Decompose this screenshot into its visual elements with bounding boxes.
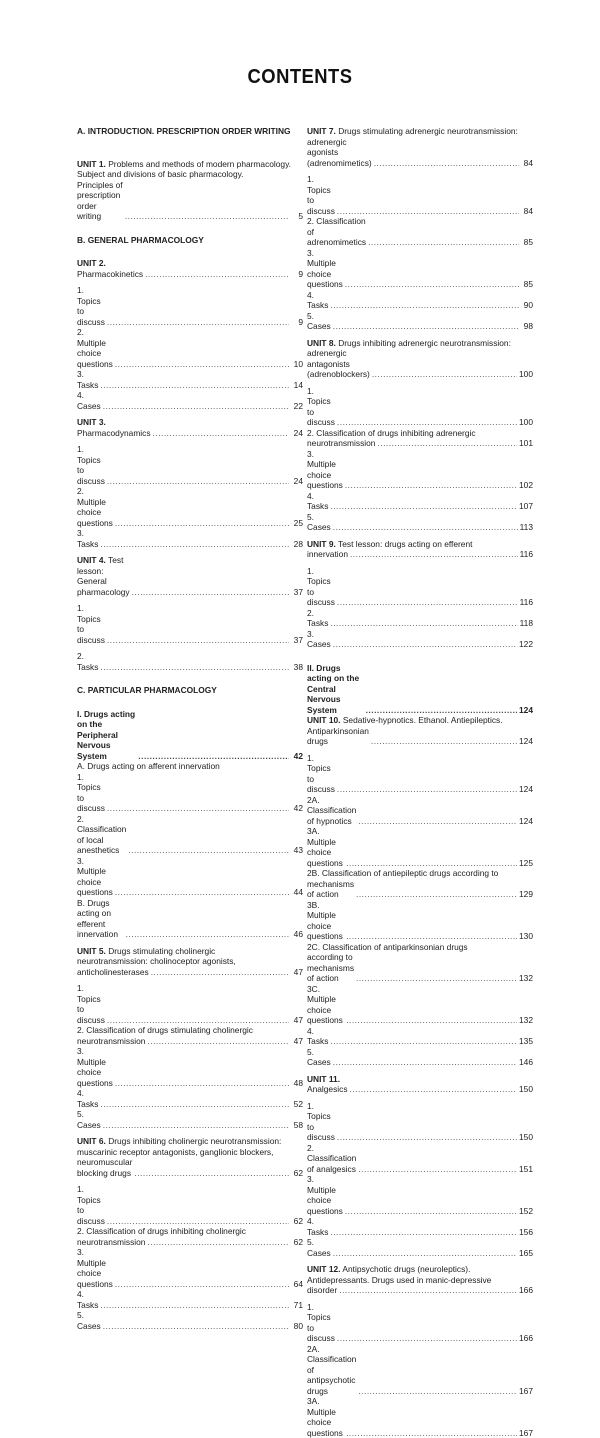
- entry-text: 3. Multiple choice questions: [77, 1046, 113, 1088]
- entry-text: 1. Topics to discuss: [307, 1302, 335, 1344]
- page-number: 116: [520, 549, 533, 560]
- page-number: 25: [291, 518, 303, 529]
- section-heading-b: B. GENERAL PHARMACOLOGY: [77, 235, 303, 246]
- toc-entry[interactable]: [77, 327, 303, 369]
- toc-entry[interactable]: [307, 1174, 533, 1216]
- toc-unit-11[interactable]: [307, 1074, 533, 1095]
- toc-entry[interactable]: [307, 826, 533, 868]
- entry-text: I. Drugs acting on the Peripheral Nervous System: [77, 709, 136, 762]
- page-number: 47: [291, 1015, 303, 1026]
- toc-entry[interactable]: [307, 174, 533, 216]
- toc-entry[interactable]: [307, 984, 533, 1026]
- entry-text: 1. Topics to discuss: [77, 603, 105, 645]
- entry-text: 2A. Classification of hypnotics: [307, 795, 356, 827]
- page-number: 129: [519, 889, 533, 900]
- page-number: 124: [519, 784, 533, 795]
- entry-text: 2. Classification of drugs inhibiting adrenergic: [307, 428, 533, 439]
- page-number: 130: [519, 931, 533, 942]
- toc-part-i[interactable]: [77, 709, 303, 762]
- page-number: 28: [291, 539, 303, 550]
- toc-entry[interactable]: [307, 449, 533, 491]
- unit-title-line: Drugs inhibiting cholinergic neurotransmission:: [108, 1136, 281, 1146]
- toc-unit-2[interactable]: [77, 258, 303, 279]
- entry-text: 4. Tasks: [307, 290, 328, 311]
- page-number: 90: [521, 300, 533, 311]
- toc-entry[interactable]: [307, 1344, 533, 1397]
- toc-entry[interactable]: [307, 753, 533, 795]
- entry-text: Pharmacokinetics: [77, 269, 143, 279]
- entry-text: Principles of prescription order writing: [77, 180, 123, 222]
- page-number: 52: [291, 1099, 303, 1110]
- toc-entry[interactable]: [307, 1026, 533, 1047]
- toc-entry[interactable]: [77, 1088, 303, 1109]
- unit-title-line: Drugs inhibiting adrenergic neurotransmission:: [338, 338, 511, 348]
- toc-entry[interactable]: [307, 1143, 533, 1175]
- toc-entry[interactable]: [307, 549, 533, 560]
- unit-title-line: Antidepressants. Drugs used in manic-depressive: [307, 1275, 533, 1286]
- toc-entry[interactable]: [307, 290, 533, 311]
- toc-entry[interactable]: [77, 1157, 303, 1178]
- toc-entry[interactable]: [77, 1109, 303, 1130]
- toc-entry[interactable]: [307, 795, 533, 827]
- toc-entry[interactable]: [307, 248, 533, 290]
- toc-entry[interactable]: [307, 438, 533, 449]
- entry-text: 3A. Multiple choice questions: [307, 826, 344, 868]
- page-number: 42: [291, 803, 303, 814]
- toc-entry[interactable]: [307, 348, 533, 380]
- unit-title-line: muscarinic receptor antagonists, ganglionic blockers,: [77, 1147, 303, 1158]
- entry-text: 1. Topics to discuss: [307, 753, 335, 795]
- entry-text: anticholinesterases: [77, 967, 149, 978]
- page-number: 98: [521, 321, 533, 332]
- entry-text: disorder: [307, 1285, 337, 1296]
- entry-text: 3. Tasks: [77, 369, 98, 390]
- section-heading-c: C. PARTICULAR PHARMACOLOGY: [77, 685, 303, 696]
- toc-entry[interactable]: [307, 900, 533, 942]
- unit-title-line: Drugs stimulating adrenergic neurotransmission:: [338, 126, 518, 136]
- toc-entry[interactable]: [307, 491, 533, 512]
- page-number: 24: [291, 476, 303, 487]
- page-number: 152: [519, 1206, 533, 1217]
- entry-text: 1. Topics to discuss: [77, 983, 105, 1025]
- entry-text: 3B. Multiple choice questions: [307, 900, 344, 942]
- page-number: 100: [519, 417, 533, 428]
- page-number: 100: [519, 369, 533, 380]
- toc-entry[interactable]: [307, 1396, 533, 1438]
- toc-entry[interactable]: [307, 1285, 533, 1296]
- page-number: 85: [521, 279, 533, 290]
- subsection-heading: A. Drugs acting on afferent innervation: [77, 761, 303, 772]
- page-number: 150: [519, 1132, 533, 1143]
- unit-label: UNIT 4.: [77, 555, 106, 565]
- entry-text: neurotransmission: [307, 438, 375, 449]
- entry-text: 5. Cases: [307, 512, 331, 533]
- toc-entry[interactable]: [77, 486, 303, 528]
- toc-entry[interactable]: [307, 1216, 533, 1237]
- page-number: 102: [519, 480, 533, 491]
- toc-entry[interactable]: [77, 180, 303, 222]
- toc-entry[interactable]: [307, 311, 533, 332]
- unit-title-line: Problems and methods of modern pharmacology.: [108, 159, 291, 169]
- page-number: 80: [291, 1321, 303, 1332]
- page-number: 116: [520, 597, 533, 608]
- toc-entry[interactable]: [77, 1237, 303, 1248]
- entry-text: 4. Tasks: [307, 1026, 328, 1047]
- page-number: 38: [291, 662, 303, 673]
- unit-label: UNIT 11.: [307, 1074, 340, 1084]
- toc-unit-4[interactable]: [77, 555, 303, 597]
- page-number: 24: [291, 428, 303, 439]
- page-number: 150: [519, 1084, 533, 1095]
- entry-text: 4. Cases: [77, 390, 101, 411]
- toc-unit-9[interactable]: [307, 539, 533, 550]
- entry-text: 5. Cases: [77, 1109, 101, 1130]
- page-number: 113: [520, 522, 533, 533]
- unit-title-line: Drugs stimulating cholinergic: [108, 946, 215, 956]
- page-number: 165: [519, 1248, 533, 1259]
- toc-right-column: [307, 126, 533, 1438]
- page-number: 10: [291, 359, 303, 370]
- page-number: 122: [519, 639, 533, 650]
- entry-text: mechanisms of action: [307, 879, 354, 900]
- toc-entry[interactable]: [77, 814, 303, 856]
- toc-entry[interactable]: [307, 1237, 533, 1258]
- unit-label: UNIT 3.: [77, 417, 106, 427]
- toc-entry[interactable]: [307, 952, 533, 984]
- page-number: 48: [291, 1078, 303, 1089]
- page-number: 124: [519, 705, 533, 716]
- entry-text: 3. Multiple choice questions: [307, 449, 343, 491]
- toc-entry[interactable]: [77, 898, 303, 940]
- page-number: 135: [519, 1036, 533, 1047]
- toc-unit-3[interactable]: [77, 417, 303, 438]
- entry-text: 2B. Classification of antiepileptic drugs according to: [307, 868, 533, 879]
- entry-text: Analgesics: [307, 1084, 348, 1094]
- toc-unit-12[interactable]: [307, 1264, 533, 1275]
- entry-text: 3. Multiple choice questions: [307, 1174, 343, 1216]
- page-number: 47: [291, 967, 303, 978]
- page-number: 124: [519, 816, 533, 827]
- page-number: 47: [291, 1036, 303, 1047]
- toc-entry[interactable]: [307, 1101, 533, 1143]
- entry-text: 1. Topics to discuss: [307, 386, 335, 428]
- entry-text: 4. Tasks: [307, 491, 328, 512]
- page-number: 167: [519, 1386, 533, 1397]
- page-number: 101: [519, 438, 533, 449]
- entry-text: 3. Multiple choice questions: [307, 248, 343, 290]
- toc-entry[interactable]: [307, 726, 533, 747]
- toc-entry[interactable]: [307, 1047, 533, 1068]
- page-number: 132: [519, 1015, 533, 1026]
- toc-unit-8[interactable]: [307, 338, 533, 349]
- toc-unit-6[interactable]: [77, 1136, 303, 1147]
- entry-text: 2. Classification of adrenomimetics: [307, 216, 366, 248]
- page-number: 166: [519, 1285, 533, 1296]
- section-heading-a: A. INTRODUCTION. PRESCRIPTION ORDER WRITING: [77, 126, 303, 137]
- entry-text: 2. Multiple choice questions: [77, 486, 113, 528]
- page-number: 166: [519, 1333, 533, 1344]
- page-number: 46: [291, 929, 303, 940]
- toc-entry[interactable]: [77, 390, 303, 411]
- unit-title-line: Antipsychotic drugs (neuroleptics).: [342, 1264, 470, 1274]
- page-number: 37: [291, 635, 303, 646]
- page-number: 125: [519, 858, 533, 869]
- unit-label: UNIT 9.: [307, 539, 336, 549]
- unit-label: UNIT 1.: [77, 159, 106, 169]
- page-number: 84: [521, 158, 533, 169]
- unit-label: UNIT 12.: [307, 1264, 341, 1274]
- unit-label: UNIT 10.: [307, 715, 341, 725]
- toc-entry[interactable]: [307, 137, 533, 169]
- page-number: 62: [291, 1216, 303, 1227]
- unit-label: UNIT 8.: [307, 338, 336, 348]
- entry-text: 3. Cases: [307, 629, 331, 650]
- entry-text: 3. Multiple choice questions: [77, 856, 113, 898]
- entry-text: 4. Tasks: [77, 1088, 98, 1109]
- entry-text: 3. Tasks: [77, 528, 98, 549]
- unit-title-line: Test lesson: drugs acting on efferent: [338, 539, 472, 549]
- toc-entry[interactable]: [77, 369, 303, 390]
- page-number: 44: [291, 887, 303, 898]
- page-number: 22: [291, 401, 303, 412]
- entry-text: 2. Tasks: [77, 651, 98, 672]
- entry-text: 2C. Classification of antiparkinsonian drugs: [307, 942, 533, 953]
- entry-text: neuromuscular blocking drugs: [77, 1157, 132, 1178]
- toc-entry[interactable]: [307, 566, 533, 608]
- entry-text: Pharmacodynamics: [77, 428, 151, 438]
- page-number: 146: [519, 1057, 533, 1068]
- toc-entry[interactable]: [307, 512, 533, 533]
- page-number: 43: [291, 845, 303, 856]
- toc-entry[interactable]: [307, 216, 533, 248]
- toc-entry[interactable]: [77, 1036, 303, 1047]
- entry-text: 2. Classification of analgesics: [307, 1143, 356, 1175]
- entry-text: 2. Multiple choice questions: [77, 327, 113, 369]
- entry-text: 4. Tasks: [307, 1216, 328, 1237]
- toc-entry[interactable]: [307, 386, 533, 428]
- entry-text: Antiparkinsonian drugs: [307, 726, 369, 747]
- toc-entry[interactable]: [77, 856, 303, 898]
- toc-entry[interactable]: [77, 444, 303, 486]
- page-number: 9: [291, 317, 303, 328]
- entry-text: 5. Cases: [77, 1310, 101, 1331]
- toc-unit-5[interactable]: [77, 946, 303, 957]
- page-number: 167: [519, 1428, 533, 1438]
- page-number: 5: [291, 211, 303, 222]
- toc-unit-7[interactable]: [307, 126, 533, 137]
- toc-entry[interactable]: [307, 608, 533, 629]
- entry-text: neurotransmission: [77, 1237, 145, 1248]
- page-number: 58: [291, 1120, 303, 1131]
- entry-text: 2. Classification of local anesthetics: [77, 814, 126, 856]
- page-number: 151: [519, 1164, 533, 1175]
- page-number: 124: [519, 736, 533, 747]
- entry-text: B. Drugs acting on efferent innervation: [77, 898, 124, 940]
- entry-text: Test lesson: General pharmacology: [77, 555, 130, 597]
- toc-entry[interactable]: [307, 879, 533, 900]
- entry-text: 1. Topics to discuss: [307, 174, 335, 216]
- unit-label: UNIT 7.: [307, 126, 336, 136]
- page-number: 62: [291, 1168, 303, 1179]
- unit-title-line: neurotransmission: cholinoceptor agonists,: [77, 956, 303, 967]
- page-number: 14: [291, 380, 303, 391]
- entry-text: according to mechanisms of action: [307, 952, 354, 984]
- page-number: 156: [519, 1227, 533, 1238]
- toc-entry[interactable]: [77, 967, 303, 978]
- toc-entry[interactable]: [77, 1247, 303, 1289]
- page-number: 62: [291, 1237, 303, 1248]
- entry-text: 3C. Multiple choice questions: [307, 984, 344, 1026]
- toc-entry[interactable]: [77, 528, 303, 549]
- entry-text: 1. Topics to discuss: [77, 772, 105, 814]
- unit-title-line: Sedative-hypnotics. Ethanol. Antiepileptics.: [343, 715, 503, 725]
- page-title: CONTENTS: [24, 66, 576, 89]
- entry-text: 3. Multiple choice questions: [77, 1247, 113, 1289]
- entry-text: 2. Tasks: [307, 608, 328, 629]
- page-number: 84: [521, 206, 533, 217]
- toc-entry[interactable]: [77, 603, 303, 645]
- entry-text: 1. Topics to discuss: [307, 1101, 335, 1143]
- toc-entry[interactable]: [307, 629, 533, 650]
- toc-entry[interactable]: [77, 285, 303, 327]
- page-number: 9: [291, 269, 303, 280]
- entry-text: adrenergic antagonists (adrenoblockers): [307, 348, 370, 380]
- entry-text: 2A. Classification of antipsychotic drugs: [307, 1344, 356, 1397]
- toc-unit-10[interactable]: [307, 715, 533, 726]
- page-number: 107: [519, 501, 533, 512]
- toc-entry[interactable]: [77, 651, 303, 672]
- page-number: 64: [291, 1279, 303, 1290]
- toc-entry[interactable]: [307, 1302, 533, 1344]
- page-number: 132: [519, 973, 533, 984]
- entry-text: II. Drugs acting on the Central Nervous System: [307, 663, 364, 716]
- toc-entry[interactable]: [77, 1184, 303, 1226]
- toc-entry[interactable]: [77, 1289, 303, 1310]
- toc-left-column: [77, 126, 303, 1331]
- entry-text: 4. Tasks: [77, 1289, 98, 1310]
- unit-label: UNIT 2.: [77, 258, 106, 268]
- page-number: 71: [291, 1300, 303, 1311]
- page-number: 37: [291, 587, 303, 598]
- entry-text: 1. Topics to discuss: [77, 1184, 105, 1226]
- toc-entry[interactable]: [77, 983, 303, 1025]
- page-number: 42: [291, 751, 303, 762]
- toc-entry[interactable]: [77, 1046, 303, 1088]
- toc-entry[interactable]: [77, 772, 303, 814]
- entry-text: 2. Classification of drugs inhibiting cholinergic: [77, 1226, 303, 1237]
- entry-text: 5. Cases: [307, 1047, 331, 1068]
- entry-text: 3A. Multiple choice questions: [307, 1396, 344, 1438]
- entry-text: innervation: [307, 549, 348, 560]
- unit-label: UNIT 5.: [77, 946, 106, 956]
- toc-unit-1[interactable]: [77, 159, 303, 170]
- entry-text: neurotransmission: [77, 1036, 145, 1047]
- toc-entry[interactable]: [77, 1310, 303, 1331]
- entry-text: 5. Cases: [307, 311, 331, 332]
- entry-text: adrenergic agonists (adrenomimetics): [307, 137, 372, 169]
- page-number: 118: [520, 618, 533, 629]
- entry-text: 1. Topics to discuss: [77, 444, 105, 486]
- unit-label: UNIT 6.: [77, 1136, 106, 1146]
- entry-text: 5. Cases: [307, 1237, 331, 1258]
- entry-text: 1. Topics to discuss: [307, 566, 335, 608]
- unit-title-line: Subject and divisions of basic pharmacology.: [77, 169, 303, 180]
- page-number: 85: [521, 237, 533, 248]
- toc-part-ii[interactable]: [307, 663, 533, 716]
- entry-text: 1. Topics to discuss: [77, 285, 105, 327]
- entry-text: 2. Classification of drugs stimulating cholinergic: [77, 1025, 303, 1036]
